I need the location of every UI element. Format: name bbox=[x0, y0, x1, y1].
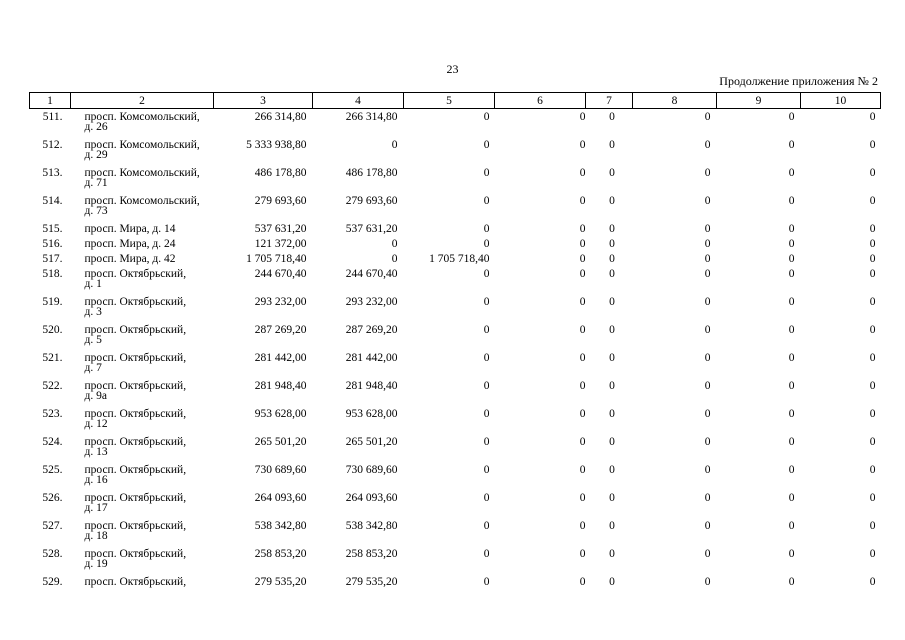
value-cell-col-4: 279 693,60 bbox=[345, 195, 398, 207]
value-cell-col-5: 0 bbox=[483, 296, 490, 308]
value-cell-col-9: 0 bbox=[788, 167, 795, 179]
row-number: 524. bbox=[42, 436, 63, 448]
table-row bbox=[30, 254, 881, 269]
row-number: 522. bbox=[42, 380, 63, 392]
value-cell-col-4: 244 670,40 bbox=[345, 268, 398, 280]
address-line-1: просп. Комсомольский, bbox=[84, 139, 200, 151]
value-cell-col-4: 0 bbox=[391, 139, 398, 151]
value-cell-col-10: 0 bbox=[869, 223, 876, 235]
value-cell-col-8: 0 bbox=[704, 520, 711, 532]
value-cell-col-8: 0 bbox=[704, 111, 711, 123]
value-cell-col-9: 0 bbox=[788, 492, 795, 504]
value-cell-col-7: 0 bbox=[609, 464, 615, 476]
value-cell-col-9: 0 bbox=[788, 139, 795, 151]
value-cell-col-7: 0 bbox=[609, 268, 615, 280]
table-row bbox=[30, 353, 881, 381]
value-cell-col-9: 0 bbox=[788, 296, 795, 308]
value-cell-col-4: 264 093,60 bbox=[345, 492, 398, 504]
table-row bbox=[30, 409, 881, 437]
value-cell-col-3: 258 853,20 bbox=[254, 548, 307, 560]
value-cell-col-9: 0 bbox=[788, 408, 795, 420]
value-cell-col-6: 0 bbox=[579, 223, 586, 235]
value-cell-col-7: 0 bbox=[609, 408, 615, 420]
row-number: 526. bbox=[42, 492, 63, 504]
value-cell-col-5: 0 bbox=[483, 520, 490, 532]
value-cell-col-10: 0 bbox=[869, 408, 876, 420]
value-cell-col-4: 0 bbox=[391, 253, 398, 265]
value-cell-col-5: 0 bbox=[483, 352, 490, 364]
value-cell-col-7: 0 bbox=[609, 520, 615, 532]
table-row bbox=[30, 239, 881, 254]
table-row bbox=[30, 140, 881, 168]
value-cell-col-4: 293 232,00 bbox=[345, 296, 398, 308]
value-cell-col-9: 0 bbox=[788, 195, 795, 207]
address-cell bbox=[71, 297, 214, 325]
address-line-2: д. 13 bbox=[84, 446, 108, 458]
column-header-7: 7 bbox=[586, 93, 633, 109]
column-header-5: 5 bbox=[404, 93, 495, 109]
address-line-2: д. 12 bbox=[84, 418, 108, 430]
table-row bbox=[30, 493, 881, 521]
value-cell-col-5: 0 bbox=[483, 223, 490, 235]
value-cell-col-8: 0 bbox=[704, 238, 711, 250]
value-cell-col-8: 0 bbox=[704, 408, 711, 420]
column-header-10: 10 bbox=[801, 93, 881, 109]
row-number: 517. bbox=[42, 253, 63, 265]
address-cell bbox=[71, 168, 214, 196]
value-cell-col-8: 0 bbox=[704, 296, 711, 308]
value-cell-col-6: 0 bbox=[579, 167, 586, 179]
value-cell-col-10: 0 bbox=[869, 324, 876, 336]
value-cell-col-3: 279 693,60 bbox=[254, 195, 307, 207]
value-cell-col-3: 293 232,00 bbox=[254, 296, 307, 308]
value-cell-col-7: 0 bbox=[609, 548, 615, 560]
value-cell-col-10: 0 bbox=[869, 167, 876, 179]
value-cell-col-10: 0 bbox=[869, 352, 876, 364]
value-cell-col-7: 0 bbox=[609, 576, 615, 588]
address-line-1: просп. Комсомольский, bbox=[84, 195, 200, 207]
value-cell-col-5: 0 bbox=[483, 111, 490, 123]
value-cell-col-6: 0 bbox=[579, 408, 586, 420]
value-cell-col-4: 730 689,60 bbox=[345, 464, 398, 476]
value-cell-col-5: 0 bbox=[483, 167, 490, 179]
column-header-8: 8 bbox=[633, 93, 717, 109]
column-header-1: 1 bbox=[30, 93, 71, 109]
value-cell-col-6: 0 bbox=[579, 520, 586, 532]
table-row bbox=[30, 465, 881, 493]
value-cell-col-3: 287 269,20 bbox=[254, 324, 307, 336]
address-line-2: д. 7 bbox=[84, 362, 102, 374]
value-cell-col-6: 0 bbox=[579, 380, 586, 392]
table-row bbox=[30, 269, 881, 297]
value-cell-col-10: 0 bbox=[869, 436, 876, 448]
value-cell-col-7: 0 bbox=[609, 324, 615, 336]
value-cell-col-9: 0 bbox=[788, 520, 795, 532]
value-cell-col-9: 0 bbox=[788, 436, 795, 448]
value-cell-col-6: 0 bbox=[579, 238, 586, 250]
row-number: 515. bbox=[42, 223, 63, 235]
value-cell-col-10: 0 bbox=[869, 464, 876, 476]
value-cell-col-3: 538 342,80 bbox=[254, 520, 307, 532]
row-number: 529. bbox=[42, 576, 63, 588]
value-cell-col-4: 953 628,00 bbox=[345, 408, 398, 420]
value-cell-col-3: 5 333 938,80 bbox=[246, 139, 307, 151]
value-cell-col-4: 265 501,20 bbox=[345, 436, 398, 448]
value-cell-col-9: 0 bbox=[788, 548, 795, 560]
address-line-1: просп. Мира, д. 14 bbox=[84, 223, 176, 235]
value-cell-col-8: 0 bbox=[704, 139, 711, 151]
page-number: 23 bbox=[446, 62, 459, 76]
address-cell bbox=[71, 549, 214, 577]
value-cell-col-7: 0 bbox=[609, 111, 615, 123]
value-cell-col-5: 0 bbox=[483, 576, 490, 588]
value-cell-col-8: 0 bbox=[704, 380, 711, 392]
value-cell-col-3: 264 093,60 bbox=[254, 492, 307, 504]
address-cell bbox=[71, 109, 214, 141]
value-cell-col-8: 0 bbox=[704, 195, 711, 207]
address-line-1: просп. Октябрьский, bbox=[84, 352, 187, 364]
value-cell-col-3: 266 314,80 bbox=[254, 111, 307, 123]
value-cell-col-5: 0 bbox=[483, 380, 490, 392]
address-cell bbox=[71, 325, 214, 353]
data-table bbox=[29, 92, 881, 592]
value-cell-col-8: 0 bbox=[704, 464, 711, 476]
value-cell-col-9: 0 bbox=[788, 268, 795, 280]
row-number: 523. bbox=[42, 408, 63, 420]
row-number: 525. bbox=[42, 464, 63, 476]
value-cell-col-5: 0 bbox=[483, 548, 490, 560]
address-line-1: просп. Октябрьский, bbox=[84, 268, 187, 280]
value-cell-col-8: 0 bbox=[704, 268, 711, 280]
value-cell-col-10: 0 bbox=[869, 139, 876, 151]
value-cell-col-10: 0 bbox=[869, 380, 876, 392]
row-number: 512. bbox=[42, 139, 63, 151]
table-row bbox=[30, 224, 881, 239]
row-number: 527. bbox=[42, 520, 63, 532]
address-line-2: д. 17 bbox=[84, 502, 108, 514]
value-cell-col-3: 244 670,40 bbox=[254, 268, 307, 280]
value-cell-col-9: 0 bbox=[788, 576, 795, 588]
value-cell-col-10: 0 bbox=[869, 268, 876, 280]
address-line-2: д. 26 bbox=[84, 121, 108, 133]
value-cell-col-6: 0 bbox=[579, 576, 586, 588]
address-line-2: д. 29 bbox=[84, 149, 108, 161]
address-cell bbox=[71, 353, 214, 381]
table-row bbox=[30, 109, 881, 141]
value-cell-col-8: 0 bbox=[704, 548, 711, 560]
value-cell-col-8: 0 bbox=[704, 436, 711, 448]
value-cell-col-8: 0 bbox=[704, 492, 711, 504]
value-cell-col-3: 279 535,20 bbox=[254, 576, 307, 588]
address-line-2: д. 19 bbox=[84, 558, 108, 570]
column-header-2: 2 bbox=[71, 93, 214, 109]
value-cell-col-5: 0 bbox=[483, 238, 490, 250]
value-cell-col-6: 0 bbox=[579, 492, 586, 504]
value-cell-col-7: 0 bbox=[609, 436, 615, 448]
address-line-1: просп. Октябрьский, bbox=[84, 380, 187, 392]
address-cell bbox=[71, 409, 214, 437]
value-cell-col-7: 0 bbox=[609, 223, 615, 235]
value-cell-col-10: 0 bbox=[869, 520, 876, 532]
address-cell bbox=[71, 224, 214, 239]
table-row bbox=[30, 437, 881, 465]
column-header-4: 4 bbox=[313, 93, 404, 109]
address-line-2: д. 5 bbox=[84, 334, 102, 346]
address-line-1: просп. Октябрьский, bbox=[84, 492, 187, 504]
value-cell-col-7: 0 bbox=[609, 380, 615, 392]
value-cell-col-4: 537 631,20 bbox=[345, 223, 398, 235]
value-cell-col-7: 0 bbox=[609, 139, 615, 151]
value-cell-col-3: 281 442,00 bbox=[254, 352, 307, 364]
table-row bbox=[30, 577, 881, 592]
table-row bbox=[30, 297, 881, 325]
address-line-2: д. 73 bbox=[84, 205, 108, 217]
value-cell-col-5: 0 bbox=[483, 436, 490, 448]
value-cell-col-7: 0 bbox=[609, 238, 615, 250]
value-cell-col-9: 0 bbox=[788, 464, 795, 476]
address-line-2: д. 1 bbox=[84, 278, 102, 290]
value-cell-col-10: 0 bbox=[869, 253, 876, 265]
table-row bbox=[30, 521, 881, 549]
value-cell-col-10: 0 bbox=[869, 238, 876, 250]
address-line-2: д. 16 bbox=[84, 474, 108, 486]
value-cell-col-5: 0 bbox=[483, 464, 490, 476]
table-header bbox=[30, 93, 881, 109]
value-cell-col-6: 0 bbox=[579, 296, 586, 308]
header-row bbox=[30, 93, 881, 109]
value-cell-col-9: 0 bbox=[788, 223, 795, 235]
value-cell-col-7: 0 bbox=[609, 352, 615, 364]
address-cell bbox=[71, 465, 214, 493]
address-line-1: просп. Октябрьский, bbox=[84, 548, 187, 560]
value-cell-col-8: 0 bbox=[704, 352, 711, 364]
table-row bbox=[30, 381, 881, 409]
value-cell-col-4: 281 442,00 bbox=[345, 352, 398, 364]
value-cell-col-7: 0 bbox=[609, 195, 615, 207]
value-cell-col-6: 0 bbox=[579, 139, 586, 151]
column-header-9: 9 bbox=[717, 93, 801, 109]
value-cell-col-5: 0 bbox=[483, 195, 490, 207]
row-number: 528. bbox=[42, 548, 63, 560]
value-cell-col-4: 538 342,80 bbox=[345, 520, 398, 532]
row-number: 518. bbox=[42, 268, 63, 280]
row-number: 516. bbox=[42, 238, 63, 250]
address-cell bbox=[71, 269, 214, 297]
value-cell-col-6: 0 bbox=[579, 268, 586, 280]
row-number: 513. bbox=[42, 167, 63, 179]
value-cell-col-10: 0 bbox=[869, 195, 876, 207]
address-line-1: просп. Октябрьский, bbox=[84, 464, 187, 476]
value-cell-col-7: 0 bbox=[609, 253, 615, 265]
value-cell-col-10: 0 bbox=[869, 548, 876, 560]
address-line-2: д. 9а bbox=[84, 390, 107, 402]
value-cell-col-4: 0 bbox=[391, 238, 398, 250]
value-cell-col-8: 0 bbox=[704, 576, 711, 588]
value-cell-col-7: 0 bbox=[609, 167, 615, 179]
column-header-3: 3 bbox=[214, 93, 313, 109]
value-cell-col-6: 0 bbox=[579, 195, 586, 207]
address-line-2: д. 71 bbox=[84, 177, 108, 189]
address-line-1: просп. Комсомольский, bbox=[84, 167, 200, 179]
table-row bbox=[30, 196, 881, 224]
address-line-1: просп. Комсомольский, bbox=[84, 111, 200, 123]
value-cell-col-9: 0 bbox=[788, 111, 795, 123]
address-line-2: д. 3 bbox=[84, 306, 102, 318]
value-cell-col-3: 537 631,20 bbox=[254, 223, 307, 235]
value-cell-col-5: 0 bbox=[483, 324, 490, 336]
row-number: 514. bbox=[42, 195, 63, 207]
value-cell-col-3: 265 501,20 bbox=[254, 436, 307, 448]
address-cell bbox=[71, 521, 214, 549]
address-line-1: просп. Мира, д. 42 bbox=[84, 253, 176, 265]
value-cell-col-6: 0 bbox=[579, 253, 586, 265]
value-cell-col-3: 281 948,40 bbox=[254, 380, 307, 392]
value-cell-col-4: 266 314,80 bbox=[345, 111, 398, 123]
value-cell-col-4: 279 535,20 bbox=[345, 576, 398, 588]
address-line-1: просп. Октябрьский, bbox=[84, 436, 187, 448]
value-cell-col-10: 0 bbox=[869, 492, 876, 504]
address-line-1: просп. Мира, д. 24 bbox=[84, 238, 176, 250]
row-number: 521. bbox=[42, 352, 63, 364]
address-cell bbox=[71, 381, 214, 409]
address-cell bbox=[71, 239, 214, 254]
value-cell-col-10: 0 bbox=[869, 296, 876, 308]
address-line-2: д. 18 bbox=[84, 530, 108, 542]
value-cell-col-3: 730 689,60 bbox=[254, 464, 307, 476]
value-cell-col-10: 0 bbox=[869, 576, 876, 588]
table-body bbox=[30, 109, 881, 593]
table-row bbox=[30, 168, 881, 196]
value-cell-col-4: 281 948,40 bbox=[345, 380, 398, 392]
address-line-1: просп. Октябрьский, bbox=[84, 324, 187, 336]
value-cell-col-6: 0 bbox=[579, 324, 586, 336]
value-cell-col-10: 0 bbox=[869, 111, 876, 123]
value-cell-col-6: 0 bbox=[579, 352, 586, 364]
column-header-6: 6 bbox=[495, 93, 586, 109]
address-cell bbox=[71, 437, 214, 465]
value-cell-col-4: 258 853,20 bbox=[345, 548, 398, 560]
continuation-label: Продолжение приложения № 2 bbox=[719, 74, 878, 88]
value-cell-col-7: 0 bbox=[609, 296, 615, 308]
value-cell-col-3: 121 372,00 bbox=[254, 238, 307, 250]
address-cell bbox=[71, 577, 214, 592]
table-row bbox=[30, 325, 881, 353]
value-cell-col-8: 0 bbox=[704, 324, 711, 336]
value-cell-col-8: 0 bbox=[704, 167, 711, 179]
row-number: 511. bbox=[42, 111, 63, 123]
address-cell bbox=[71, 493, 214, 521]
value-cell-col-3: 1 705 718,40 bbox=[246, 253, 307, 265]
value-cell-col-6: 0 bbox=[579, 111, 586, 123]
value-cell-col-8: 0 bbox=[704, 253, 711, 265]
value-cell-col-9: 0 bbox=[788, 352, 795, 364]
value-cell-col-4: 287 269,20 bbox=[345, 324, 398, 336]
value-cell-col-9: 0 bbox=[788, 380, 795, 392]
address-line-1: просп. Октябрьский, bbox=[84, 520, 187, 532]
value-cell-col-9: 0 bbox=[788, 324, 795, 336]
value-cell-col-7: 0 bbox=[609, 492, 615, 504]
value-cell-col-5: 0 bbox=[483, 408, 490, 420]
value-cell-col-3: 486 178,80 bbox=[254, 167, 307, 179]
value-cell-col-6: 0 bbox=[579, 548, 586, 560]
address-line-1: просп. Октябрьский, bbox=[84, 408, 187, 420]
address-line-1: просп. Октябрьский, bbox=[84, 576, 187, 588]
address-cell bbox=[71, 254, 214, 269]
value-cell-col-5: 0 bbox=[483, 268, 490, 280]
value-cell-col-8: 0 bbox=[704, 223, 711, 235]
row-number: 520. bbox=[42, 324, 63, 336]
value-cell-col-6: 0 bbox=[579, 464, 586, 476]
address-line-1: просп. Октябрьский, bbox=[84, 296, 187, 308]
value-cell-col-5: 0 bbox=[483, 492, 490, 504]
row-number: 519. bbox=[42, 296, 63, 308]
value-cell-col-5: 0 bbox=[483, 139, 490, 151]
value-cell-col-9: 0 bbox=[788, 253, 795, 265]
value-cell-col-4: 486 178,80 bbox=[345, 167, 398, 179]
table-row bbox=[30, 549, 881, 577]
value-cell-col-9: 0 bbox=[788, 238, 795, 250]
address-cell bbox=[71, 140, 214, 168]
value-cell-col-3: 953 628,00 bbox=[254, 408, 307, 420]
value-cell-col-5: 1 705 718,40 bbox=[429, 253, 490, 265]
address-cell bbox=[71, 196, 214, 224]
value-cell-col-6: 0 bbox=[579, 436, 586, 448]
